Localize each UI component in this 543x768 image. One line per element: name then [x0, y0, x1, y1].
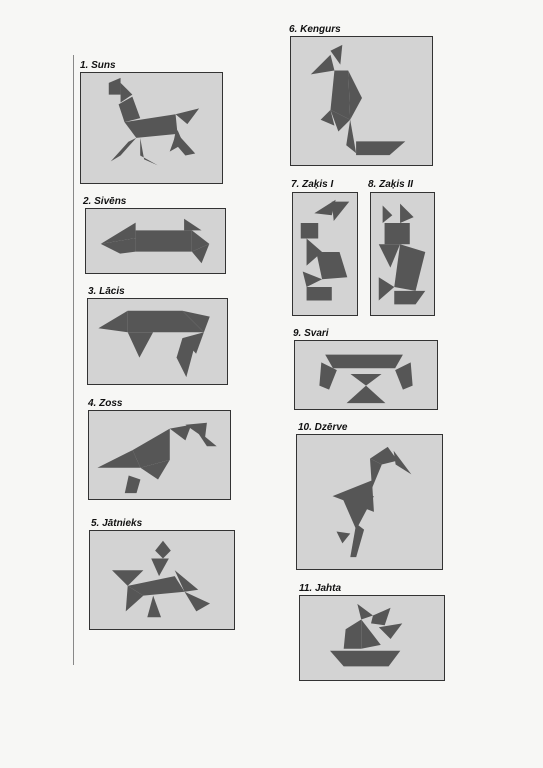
- label-svari: 9. Svari: [293, 328, 329, 339]
- hare-one-silhouette: [293, 193, 357, 315]
- label-lacis: 3. Lācis: [88, 286, 125, 297]
- label-jahta: 11. Jahta: [299, 583, 342, 594]
- tangram-dzerve: [296, 434, 443, 570]
- tangram-zoss: [88, 410, 231, 500]
- tangram-jatnieks: [89, 530, 235, 630]
- tangram-svari: [294, 340, 438, 410]
- tangram-zakis-2: [370, 192, 435, 316]
- scales-silhouette: [295, 341, 437, 409]
- yacht-silhouette: [300, 596, 444, 680]
- margin-line: [73, 55, 74, 665]
- tangram-zakis-1: [292, 192, 358, 316]
- piglet-silhouette: [86, 209, 225, 273]
- label-zoss: 4. Zoss: [88, 398, 123, 409]
- label-dzerve: 10. Dzērve: [298, 422, 348, 433]
- label-zakis-2: 8. Zaķis II: [368, 179, 414, 190]
- goose-silhouette: [89, 411, 230, 499]
- label-suns: 1. Suns: [80, 60, 116, 71]
- bear-silhouette: [88, 299, 227, 384]
- tangram-suns: [80, 72, 223, 184]
- tangram-lacis: [87, 298, 228, 385]
- rider-silhouette: [90, 531, 234, 629]
- kangaroo-silhouette: [291, 37, 432, 165]
- crane-silhouette: [297, 435, 442, 569]
- label-kengurs: 6. Kengurs: [289, 24, 341, 35]
- hare-two-silhouette: [371, 193, 434, 315]
- dog-silhouette: [81, 73, 222, 183]
- label-zakis-1: 7. Zaķis I: [291, 179, 334, 190]
- label-jatnieks: 5. Jātnieks: [91, 518, 143, 529]
- label-sivens: 2. Sivēns: [83, 196, 127, 207]
- tangram-jahta: [299, 595, 445, 681]
- tangram-sivens: [85, 208, 226, 274]
- tangram-kengurs: [290, 36, 433, 166]
